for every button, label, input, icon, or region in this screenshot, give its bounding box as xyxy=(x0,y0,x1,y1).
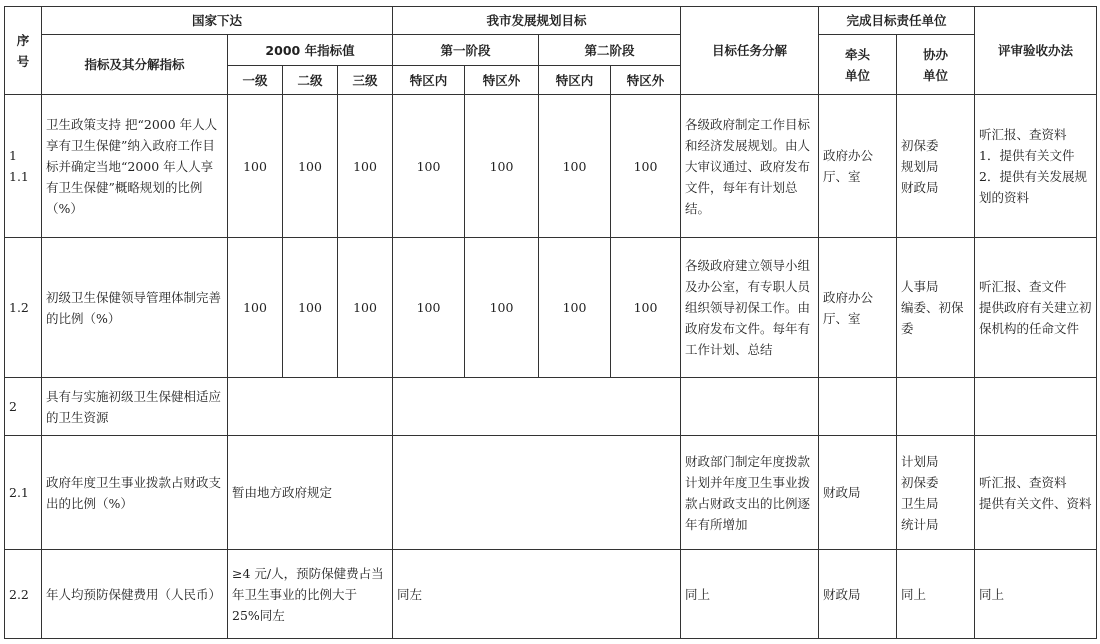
row-review: 同上 xyxy=(975,550,1097,639)
value-level2: 100 xyxy=(283,95,338,238)
header-level3: 三级 xyxy=(338,66,393,95)
header-task: 目标任务分解 xyxy=(681,7,819,95)
header-national: 国家下达 xyxy=(42,7,393,35)
row-national-empty xyxy=(228,378,393,436)
row-indicator: 卫生政策支持 把“2000 年人人享有卫生保健”纳入政府工作目标并确定当地“2000 年人人享有卫生保健”概略规划的比例（%） xyxy=(42,95,228,238)
header-level1: 一级 xyxy=(228,66,283,95)
header-stage1-outside: 特区外 xyxy=(465,66,539,95)
value-stage2-outside: 100 xyxy=(611,238,681,378)
header-lead: 牵头 单位 xyxy=(819,35,897,95)
row-lead: 财政局 xyxy=(819,436,897,550)
header-stage2: 第二阶段 xyxy=(539,35,681,66)
header-stage2-outside: 特区外 xyxy=(611,66,681,95)
row-city: 同左 xyxy=(393,550,681,639)
value-level1: 100 xyxy=(228,238,283,378)
header-assist: 协办 单位 xyxy=(897,35,975,95)
header-stage1-inside: 特区内 xyxy=(393,66,465,95)
row-seq: 2.1 xyxy=(5,436,42,550)
row-lead: 政府办公厅、室 xyxy=(819,238,897,378)
row-seq: 2 xyxy=(5,378,42,436)
row-lead: 财政局 xyxy=(819,550,897,639)
value-stage1-inside: 100 xyxy=(393,238,465,378)
row-indicator: 年人均预防保健费用（人民币） xyxy=(42,550,228,639)
value-level2: 100 xyxy=(283,238,338,378)
row-task-empty xyxy=(681,378,819,436)
row-assist: 人事局 编委、初保委 xyxy=(897,238,975,378)
header-level2: 二级 xyxy=(283,66,338,95)
header-responsible: 完成目标责任单位 xyxy=(819,7,975,35)
value-stage2-outside: 100 xyxy=(611,95,681,238)
row-lead: 政府办公厅、室 xyxy=(819,95,897,238)
table-row xyxy=(5,436,1097,550)
value-level1: 100 xyxy=(228,95,283,238)
row-national: 暂由地方政府规定 xyxy=(228,436,393,550)
header-review: 评审验收办法 xyxy=(975,7,1097,95)
value-stage1-outside: 100 xyxy=(465,238,539,378)
row-assist: 计划局 初保委 卫生局 统计局 xyxy=(897,436,975,550)
row-seq: 1 1.1 xyxy=(5,95,42,238)
row-seq: 2.2 xyxy=(5,550,42,639)
header-stage2-inside: 特区内 xyxy=(539,66,611,95)
value-level3: 100 xyxy=(338,238,393,378)
header-year2000: 2000 年指标值 xyxy=(228,35,393,66)
row-national: ≥4 元/人，预防保健费占当年卫生事业的比例大于 25%同左 xyxy=(228,550,393,639)
table-row xyxy=(5,378,1097,436)
header-seq: 序 号 xyxy=(5,7,42,95)
row-indicator: 初级卫生保健领导管理体制完善的比例（%） xyxy=(42,238,228,378)
row-city-empty xyxy=(393,378,681,436)
table-row xyxy=(5,238,1097,378)
target-table xyxy=(4,6,1097,639)
row-assist: 同上 xyxy=(897,550,975,639)
row-indicator: 政府年度卫生事业拨款占财政支出的比例（%） xyxy=(42,436,228,550)
header-indicator: 指标及其分解指标 xyxy=(42,35,228,95)
row-task: 财政部门制定年度拨款计划并年度卫生事业拨款占财政支出的比例逐年有所增加 xyxy=(681,436,819,550)
row-review: 听汇报、查资料 提供有关文件、资料 xyxy=(975,436,1097,550)
value-stage2-inside: 100 xyxy=(539,95,611,238)
header-stage1: 第一阶段 xyxy=(393,35,539,66)
table-row xyxy=(5,550,1097,639)
table-row xyxy=(5,95,1097,238)
value-stage1-inside: 100 xyxy=(393,95,465,238)
header-city: 我市发展规划目标 xyxy=(393,7,681,35)
row-lead-empty xyxy=(819,378,897,436)
row-review: 听汇报、查资料 1．提供有关文件 2．提供有关发展规划的资料 xyxy=(975,95,1097,238)
row-review: 听汇报、查文件 提供政府有关建立初保机构的任命文件 xyxy=(975,238,1097,378)
row-assist-empty xyxy=(897,378,975,436)
row-task: 同上 xyxy=(681,550,819,639)
row-indicator: 具有与实施初级卫生保健相适应的卫生资源 xyxy=(42,378,228,436)
value-stage2-inside: 100 xyxy=(539,238,611,378)
row-seq: 1.2 xyxy=(5,238,42,378)
value-level3: 100 xyxy=(338,95,393,238)
row-review-empty xyxy=(975,378,1097,436)
row-task: 各级政府制定工作目标和经济发展规划。由人大审议通过、政府发布文件，每年有计划总结。 xyxy=(681,95,819,238)
row-city-empty xyxy=(393,436,681,550)
value-stage1-outside: 100 xyxy=(465,95,539,238)
row-assist: 初保委 规划局 财政局 xyxy=(897,95,975,238)
row-task: 各级政府建立领导小组及办公室，有专职人员组织领导初保工作。由政府发布文件。每年有工作计划、总结 xyxy=(681,238,819,378)
